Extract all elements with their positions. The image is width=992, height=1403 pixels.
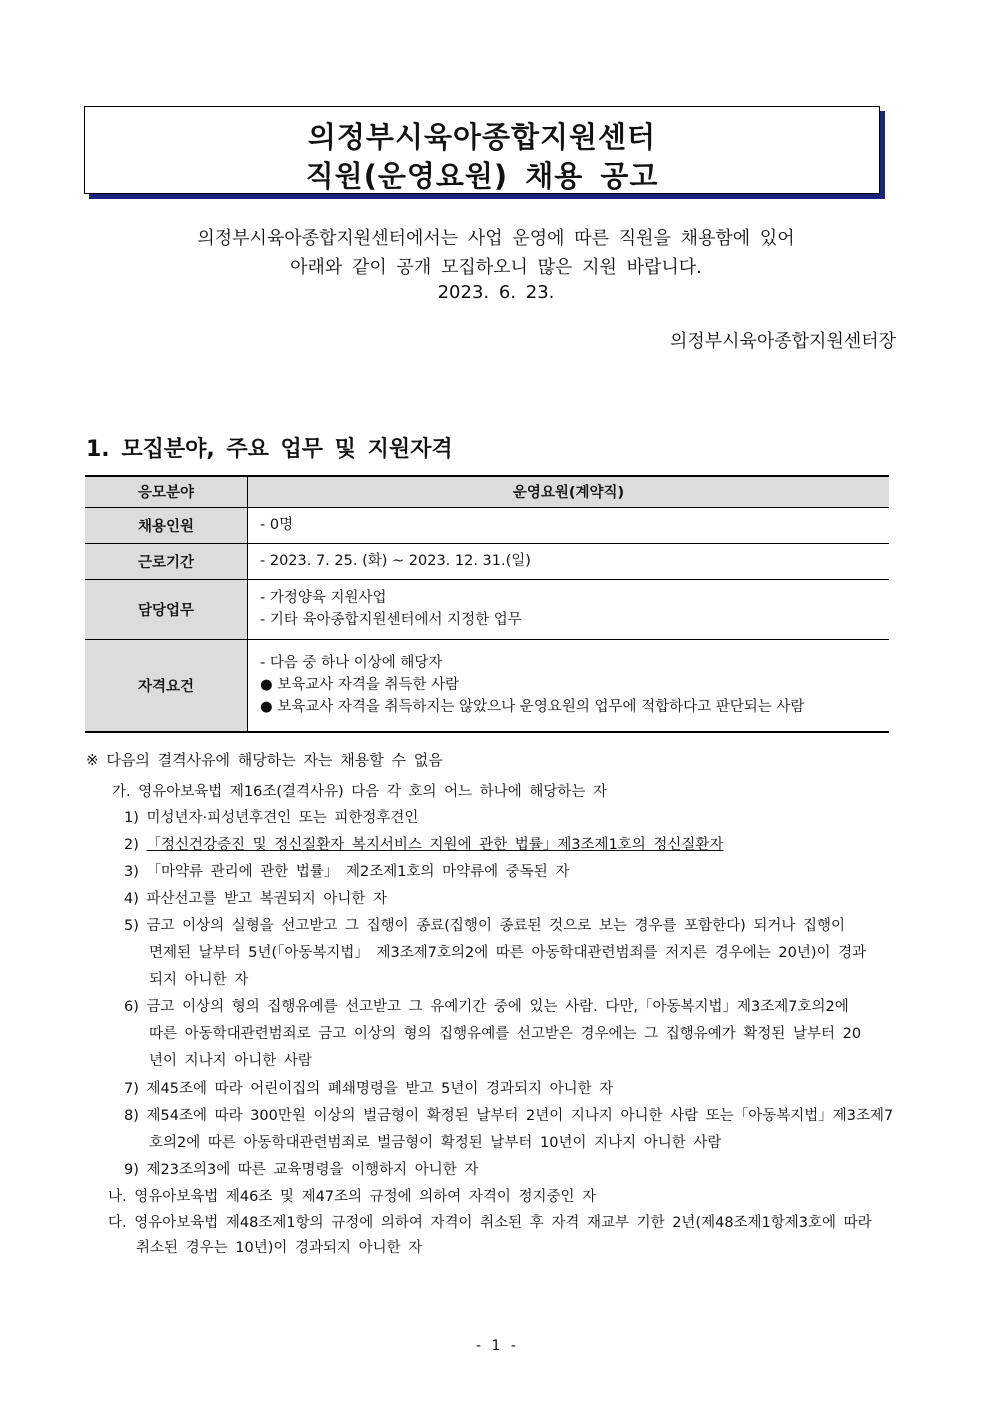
- table-header-value: 운영요원(계약직): [248, 476, 890, 507]
- table-row: [85, 543, 889, 579]
- row-line: ● 보육교사 자격을 취득한 사람: [260, 677, 460, 694]
- note-item-9: 9) 제23조의3에 따른 교육명령을 이행하지 아니한 자: [124, 1162, 479, 1178]
- table-header-row: [85, 476, 889, 507]
- note-item-6-line1: 6) 금고 이상의 형의 집행유예를 선고받고 그 유예기간 중에 있는 사람. 다만,「아동복지법」제3조제7호의2에: [124, 999, 849, 1015]
- row-value-period: [248, 543, 890, 579]
- page-title-line1: 의정부시육아종합지원센터: [307, 120, 657, 154]
- note-item-2-law: 「정신건강증진 및 정신질환자 복지서비스 지원에 관한 법률」제3조제1호의 정신질환자: [146, 837, 724, 853]
- note-na: 나. 영유아보육법 제46조 및 제47조의 규정에 의하여 자격이 정지중인 자: [108, 1189, 597, 1205]
- intro-line1: 의정부시육아종합지원센터에서는 사업 운영에 따른 직원을 채용함에 있어: [197, 228, 795, 249]
- note-da-line2: 취소된 경우는 10년)이 경과되지 아니한 자: [136, 1240, 423, 1256]
- section-title: 1. 모집분야, 주요 업무 및 지원자격: [86, 437, 453, 462]
- intro-line2: 아래와 같이 공개 모집하오니 많은 지원 바랍니다.: [290, 257, 702, 278]
- row-line: ● 보육교사 자격을 취득하지는 않았으나 운영요원의 업무에 적합하다고 판단되는 사람: [260, 699, 805, 716]
- row-line: - 2023. 7. 25. (화) ~ 2023. 12. 31.(일): [260, 553, 531, 569]
- table-row: [85, 639, 889, 732]
- recruitment-table: [85, 475, 889, 733]
- row-label-duties: 담당업무: [85, 579, 248, 639]
- row-line: - 기타 육아종합지원센터에서 지정한 업무: [260, 612, 522, 628]
- note-item-7: 7) 제45조에 따라 어린이집의 폐쇄명령을 받고 5년이 경과되지 아니한 자: [124, 1081, 614, 1097]
- note-item-8-line1: 8) 제54조에 따라 300만원 이상의 벌금형이 확정된 날부터 2년이 지나지 아니한 사람 또는「아동복지법」제3조제7: [124, 1108, 894, 1124]
- table-header-label: 응모분야: [85, 476, 248, 507]
- row-line: - 0명: [260, 517, 294, 533]
- row-label-headcount: 채용인원: [85, 507, 248, 543]
- disqualification-heading: ※ 다음의 결격사유에 해당하는 자는 채용할 수 없음: [86, 751, 443, 769]
- row-value-qualifications: [248, 639, 890, 732]
- signer: 의정부시육아종합지원센터장: [669, 331, 896, 352]
- row-line: - 다음 중 하나 이상에 해당자: [260, 655, 443, 672]
- row-label-period: 근로기간: [85, 543, 248, 579]
- page-number: - 1 -: [476, 1338, 516, 1354]
- note-item-3: 3) 「마약류 관리에 관한 법률」 제2조제1호의 마약류에 중독된 자: [124, 864, 570, 880]
- page-title-line2: 직원(운영요원) 채용 공고: [305, 159, 659, 193]
- row-value-headcount: [248, 507, 890, 543]
- note-item-4: 4) 파산선고를 받고 복권되지 아니한 자: [124, 891, 388, 907]
- table-row: [85, 507, 889, 543]
- note-ga: 가. 영유아보육법 제16조(결격사유) 다음 각 호의 어느 하나에 해당하는 자: [112, 784, 608, 800]
- row-label-qualifications: 자격요건: [85, 639, 248, 732]
- note-item-6-line2: 따른 아동학대관련범죄로 금고 이상의 형의 집행유예를 선고받은 경우에는 그 집행유예가 확정된 날부터 20: [149, 1026, 862, 1042]
- table-row: [85, 579, 889, 639]
- note-item-1: 1) 미성년자·피성년후견인 또는 피한정후견인: [124, 810, 419, 826]
- note-item-2-number: 2): [124, 837, 147, 853]
- note-da-line1: 다. 영유아보육법 제48조제1항의 규정에 의하여 자격이 취소된 후 자격 재교부 기한 2년(제48조제1항제3호에 따라: [108, 1215, 872, 1231]
- note-item-5-line2: 면제된 날부터 5년(「아동복지법」 제3조제7호의2에 따른 아동학대관련범죄를 저지른 경우에는 20년)이 경과: [149, 945, 867, 961]
- row-line: - 가정양육 지원사업: [260, 590, 387, 606]
- note-item-5-line1: 5) 금고 이상의 실형을 선고받고 그 집행이 종료(집행이 종료된 것으로 보는 경우를 포함한다) 되거나 집행이: [124, 918, 846, 934]
- note-item-5-line3: 되지 아니한 자: [149, 972, 249, 988]
- note-item-8-line2: 호의2에 따른 아동학대관련범죄로 벌금형이 확정된 날부터 10년이 지나지 아니한 사람: [149, 1135, 722, 1151]
- note-item-6-line3: 년이 지나지 아니한 사람: [149, 1053, 312, 1069]
- title-box: [84, 106, 880, 194]
- note-item-2: [124, 833, 723, 854]
- row-value-duties: [248, 579, 890, 639]
- notice-date: 2023. 6. 23.: [437, 282, 555, 303]
